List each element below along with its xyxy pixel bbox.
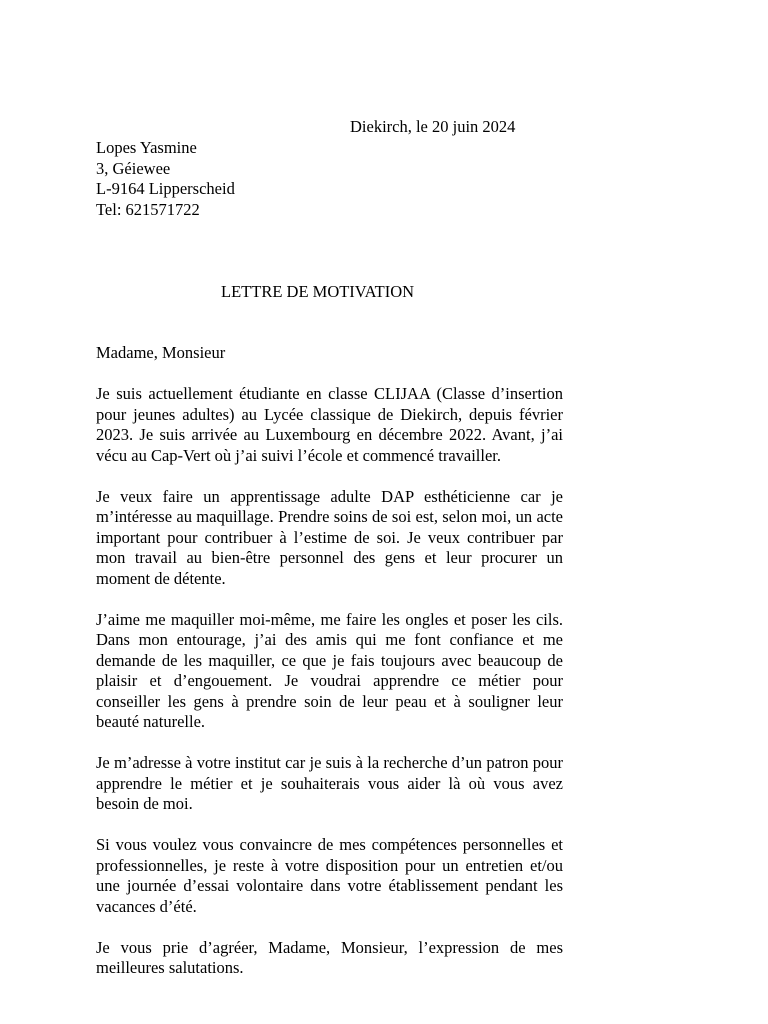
paragraph: J’aime me maquiller moi-même, me faire les ongles et poser les cils. Dans mon entourage, j’ai des amis qui me font confiance et me demande de les maquiller, ce que je fais toujours avec beaucoup de plaisir et d’engouement. Je voudrai apprendre ce métier pour conseiller les gens à prendre soin de leur peau et à souligner leur beauté naturelle. bbox=[96, 609, 563, 731]
sender-name: Lopes Yasmine bbox=[96, 138, 197, 157]
sender-phone: Tel: 621571722 bbox=[96, 199, 200, 219]
paragraph: Je m’adresse à votre institut car je suis à la recherche d’un patron pour apprendre le métier et je souhaiterais vous aider là où vous avez besoin de moi. bbox=[96, 753, 563, 813]
paragraph: Si vous voulez vous convaincre de mes compétences personnelles et professionnelles, je reste à votre disposition pour un entretien et/ou une journée d’essai volontaire dans votre établissement pendant les vacances d’été. bbox=[96, 835, 563, 916]
paragraph: Je suis actuellement étudiante en classe CLIJAA (Classe d’insertion pour jeunes adultes) au Lycée classique de Diekirch, depuis février 2023. Je suis arrivée au Luxembourg en décembre 2022. Avant, j’ai vécu au Cap-Vert où j’ai suivi l’école et commencé travailler. bbox=[96, 384, 563, 465]
paragraph: Je veux faire un apprentissage adulte DAP esthéticienne car je m’intéresse au maquillage. Prendre soins de soi est, selon moi, un acte important pour contribuer à l’estime de soi. Je veux contribuer par mon travail au bien-être personnel des gens et leur procurer un moment de détente. bbox=[96, 486, 563, 588]
sender-address-block bbox=[96, 138, 235, 220]
salutation: Madame, Monsieur bbox=[96, 343, 226, 362]
letter-body bbox=[96, 384, 563, 999]
date-line: Diekirch, le 20 juin 2024 bbox=[350, 117, 516, 136]
letter-title: LETTRE DE MOTIVATION bbox=[221, 282, 415, 301]
sender-city: L-9164 Lipperscheid bbox=[96, 179, 235, 198]
sender-street: 3, Géiewee bbox=[96, 158, 171, 178]
closing-paragraph: Je vous prie d’agréer, Madame, Monsieur, l’expression de mes meilleures salutations. bbox=[96, 937, 563, 977]
